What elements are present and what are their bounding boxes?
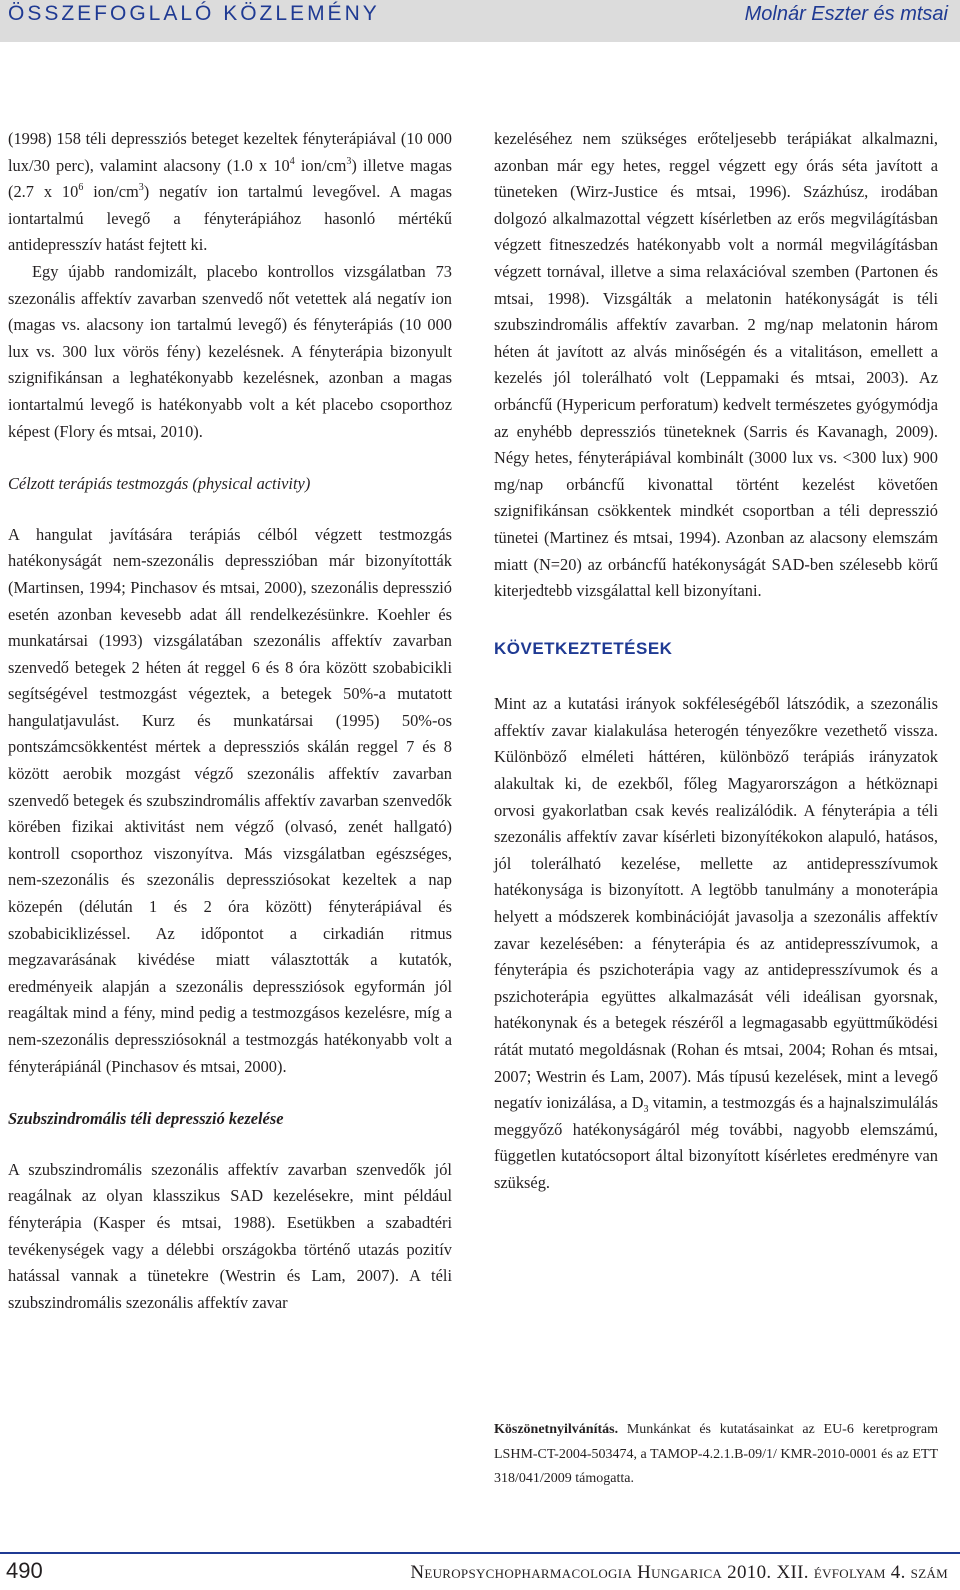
paragraph-randomized-study: Egy újabb randomizált, placebo kontrollos vizsgálatban 73 szezonális affektív zavarban szenvedő nőt vetettek alá negatív ion (magas vs. alacsony ion tartalmú levegő) és fényterápiás (10 000 lux vs. 300 lux vörös fény) kezelésnek. A fényterápia bizonyult szignifikánsan a leghatékonyabb kezelésnek, azonban a magas iontartalmú levegő is hatékonyabb volt a két placebo csoporthoz képest (Flory és mtsai, 2010). xyxy=(8,261,452,441)
running-section-title: ÖSSZEFOGLALÓ KÖZLEMÉNY xyxy=(8,2,380,25)
paragraph-ion-therapy: (1998) 158 téli depressziós beteget kezeltek fényterápiával (10 000 lux/30 perc), valamint alacsony (1.0 x $10^4$ ion/$cm^3$) illetve magas (2.7 x $10^6$ ion/$cm^3$) negatív ion tartalmú levegővel. A magas iontartalmú levegő a fényterápiához hasonló mértékű antidepresszív hatást fejtett ki. xyxy=(8,129,453,255)
right-column xyxy=(494,126,938,1197)
footer-rule xyxy=(0,1552,960,1554)
paragraph-subsyndromal: A szubszindromális szezonális affektív zavarban szenvedők jól reagálnak az olyan klasszikus SAD kezelésekre, mint például fényterápia (Kasper és mtsai, 1988). Esetükben a szabadtéri tevékenységek vagy a délebbi országokba történő utazás pozitív hatással vannak a tünetekre (Westrin és Lam, 2007). A téli szubszindromális szezonális affektív zavar xyxy=(8,1159,452,1312)
paragraph-subsyndromal-continued: kezeléséhez nem szükséges erőteljesebb terápiákat alkalmazni, azonban már egy hetes, reggel végzett egy órás séta javított a tüneteken (Wirz-Justice és mtsai, 1996). Százhúsz, irodában dolgozó alkalmazottal végzett kísérletben az erős megvilágításban végzett fitneszedzés hatékonyabb volt a normál megvilágításban végzett tornával, illetve a sima relaxációval szemben (Partonen és mtsai, 1998). Vizsgálták a melatonin hatékonyságát is téli szubszindromális affektív zavarban. 2 mg/nap melatonin három héten át javított az alvás minőségén és a vitalitáson, emellett a kezelés jól tolerálható volt (Leppamaki és mtsai, 2003). Az orbáncfű (Hypericum perforatum) kedvelt természetes gyógymódja az enyhébb depressziós tüneteknek (Sarris és Kavanagh, 2009). Négy hetes, fényterápiával kombinált (3000 lux vs. <300 lux) 900 mg/nap orbáncfű kivonattal történt kezelést követően szignifikánsan csökkentek mindkét csoportban a téli depresszió tünetei (Martinez és mtsai, 1994). Azonban az alacsony elemszám miatt (N=20) az orbáncfű hatékonyságát SAD-ben szélesebb körű kiterjedtebb vizsgálattal kell bizonyítani. xyxy=(494,129,938,601)
acknowledgement xyxy=(494,1418,938,1492)
journal-citation: Neuropsychopharmacologia Hungarica 2010. XII. évfolyam 4. szám xyxy=(410,1562,948,1583)
running-authors: Molnár Eszter és mtsai xyxy=(744,3,948,25)
subheading-physical-activity: Célzott terápiás testmozgás (physical activity) xyxy=(8,474,311,494)
paragraph-conclusions: Mint az a kutatási irányok sokféleségéből látszódik, a szezonális affektív zavar kialakulása heterogén tényezőkre vezethető vissza. Különböző elméleti háttéren, különböző terápiás irányzatok alakultak ki, de ezekből, főleg Magyarországon a hétköznapi orvosi gyakorlatban csak kevés realizálódik. A fényterápia a téli szezonális affektív zavar kísérleti bizonyítékokon alapuló, hatásos, jól tolerálható kezelése, mellette az antidepresszívumok hatékonysága is bizonyított. A legtöbb tanulmány a monoterápia helyett a módszerek kombinációját javasolja a szezonális affektív zavar kezelésében: a fényterápia és az antidepresszívumok, a fényterápia és pszichoterápia vagy az antidepresszívumok és a pszichoterápia együttes alkalmazását véli ideálisan gyorsnak, hatékonynak és a betegek részéről a legmagasabb együttműködési rátát mutató megoldásnak (Rohan és mtsai, 2004; Rohan és mtsai, 2007; Westrin és Lam, 2007). Más típusú kezelések, mint a levegő negatív ionizálása, a $D_3$ vitamin, a testmozgás és a hajnalszimulálás meggyőző hatékonyságáról még további, nagyobb elemszámú, független kutatócsoport által bizonyított kísérletes eredményre van szükség. xyxy=(494,694,939,1192)
left-column xyxy=(8,126,452,1316)
page-number: 490 xyxy=(6,1558,43,1583)
acknowledgement-text: Munkánkat és kutatásainkat az EU-6 keretprogram LSHM-CT-2004-503474, a TAMOP-4.2.1.B-09/1/ KMR-2010-0001 és az ETT 318/041/2009 támogatta. xyxy=(494,1422,938,1486)
section-heading-conclusions: KÖVETKEZTETÉSEK xyxy=(494,638,673,658)
paragraph-physical-activity: A hangulat javítására terápiás célból végzett testmozgás hatékonyságát nem-szezonális depresszióban már bizonyították (Martinsen, 1994; Pinchasov és mtsai, 2000), szezonális depresszió esetén azonban kevesebb adat áll rendelkezésünkre. Koehler és munkatársai (1993) vizsgálatában szezonális affektív zavarban szenvedő betegek 2 héten át reggel 6 és 8 óra között szobabicikli segítségével testmozgást végeztek, a betegek 50%-a mutatott hangulatjavulást. Kurz és munkatársai (1995) 50%-os pontszámcsökkentést mértek a depressziós skálán reggel 7 és 8 között aerobik mozgást végző szezonális affektív zavarban szenvedő betegek és szubszindromális affektív zavarban szenvedők körében fizikai aktivitást nem végző (olvasó, zenét hallgató) kontroll csoporthoz viszonyítva. Más vizsgálatban egészséges, nem-szezonális és szezonális depressziósokat kezeltek a nap közepén (délután 1 és 2 óra között) fényterápiával és szobabiciklizéssel. Az időpontot a cirkadián ritmus megzavarásának kivédése miatt választották a kutatók, eredményeik alapján a szezonális depressziósok egyformán jól reagáltak mind a fény, mind pedig a testmozgásos kezelésre, míg a nem-szezonális depressziósoknál a testmozgás hatékonyabb volt a fényterápiánál (Pinchasov és mtsai, 2000). xyxy=(8,524,452,1076)
running-header xyxy=(0,0,960,42)
subheading-subsyndromal: Szubszindromális téli depresszió kezelése xyxy=(8,1109,284,1129)
acknowledgement-label: Köszönetnyilvánítás. xyxy=(494,1422,619,1437)
